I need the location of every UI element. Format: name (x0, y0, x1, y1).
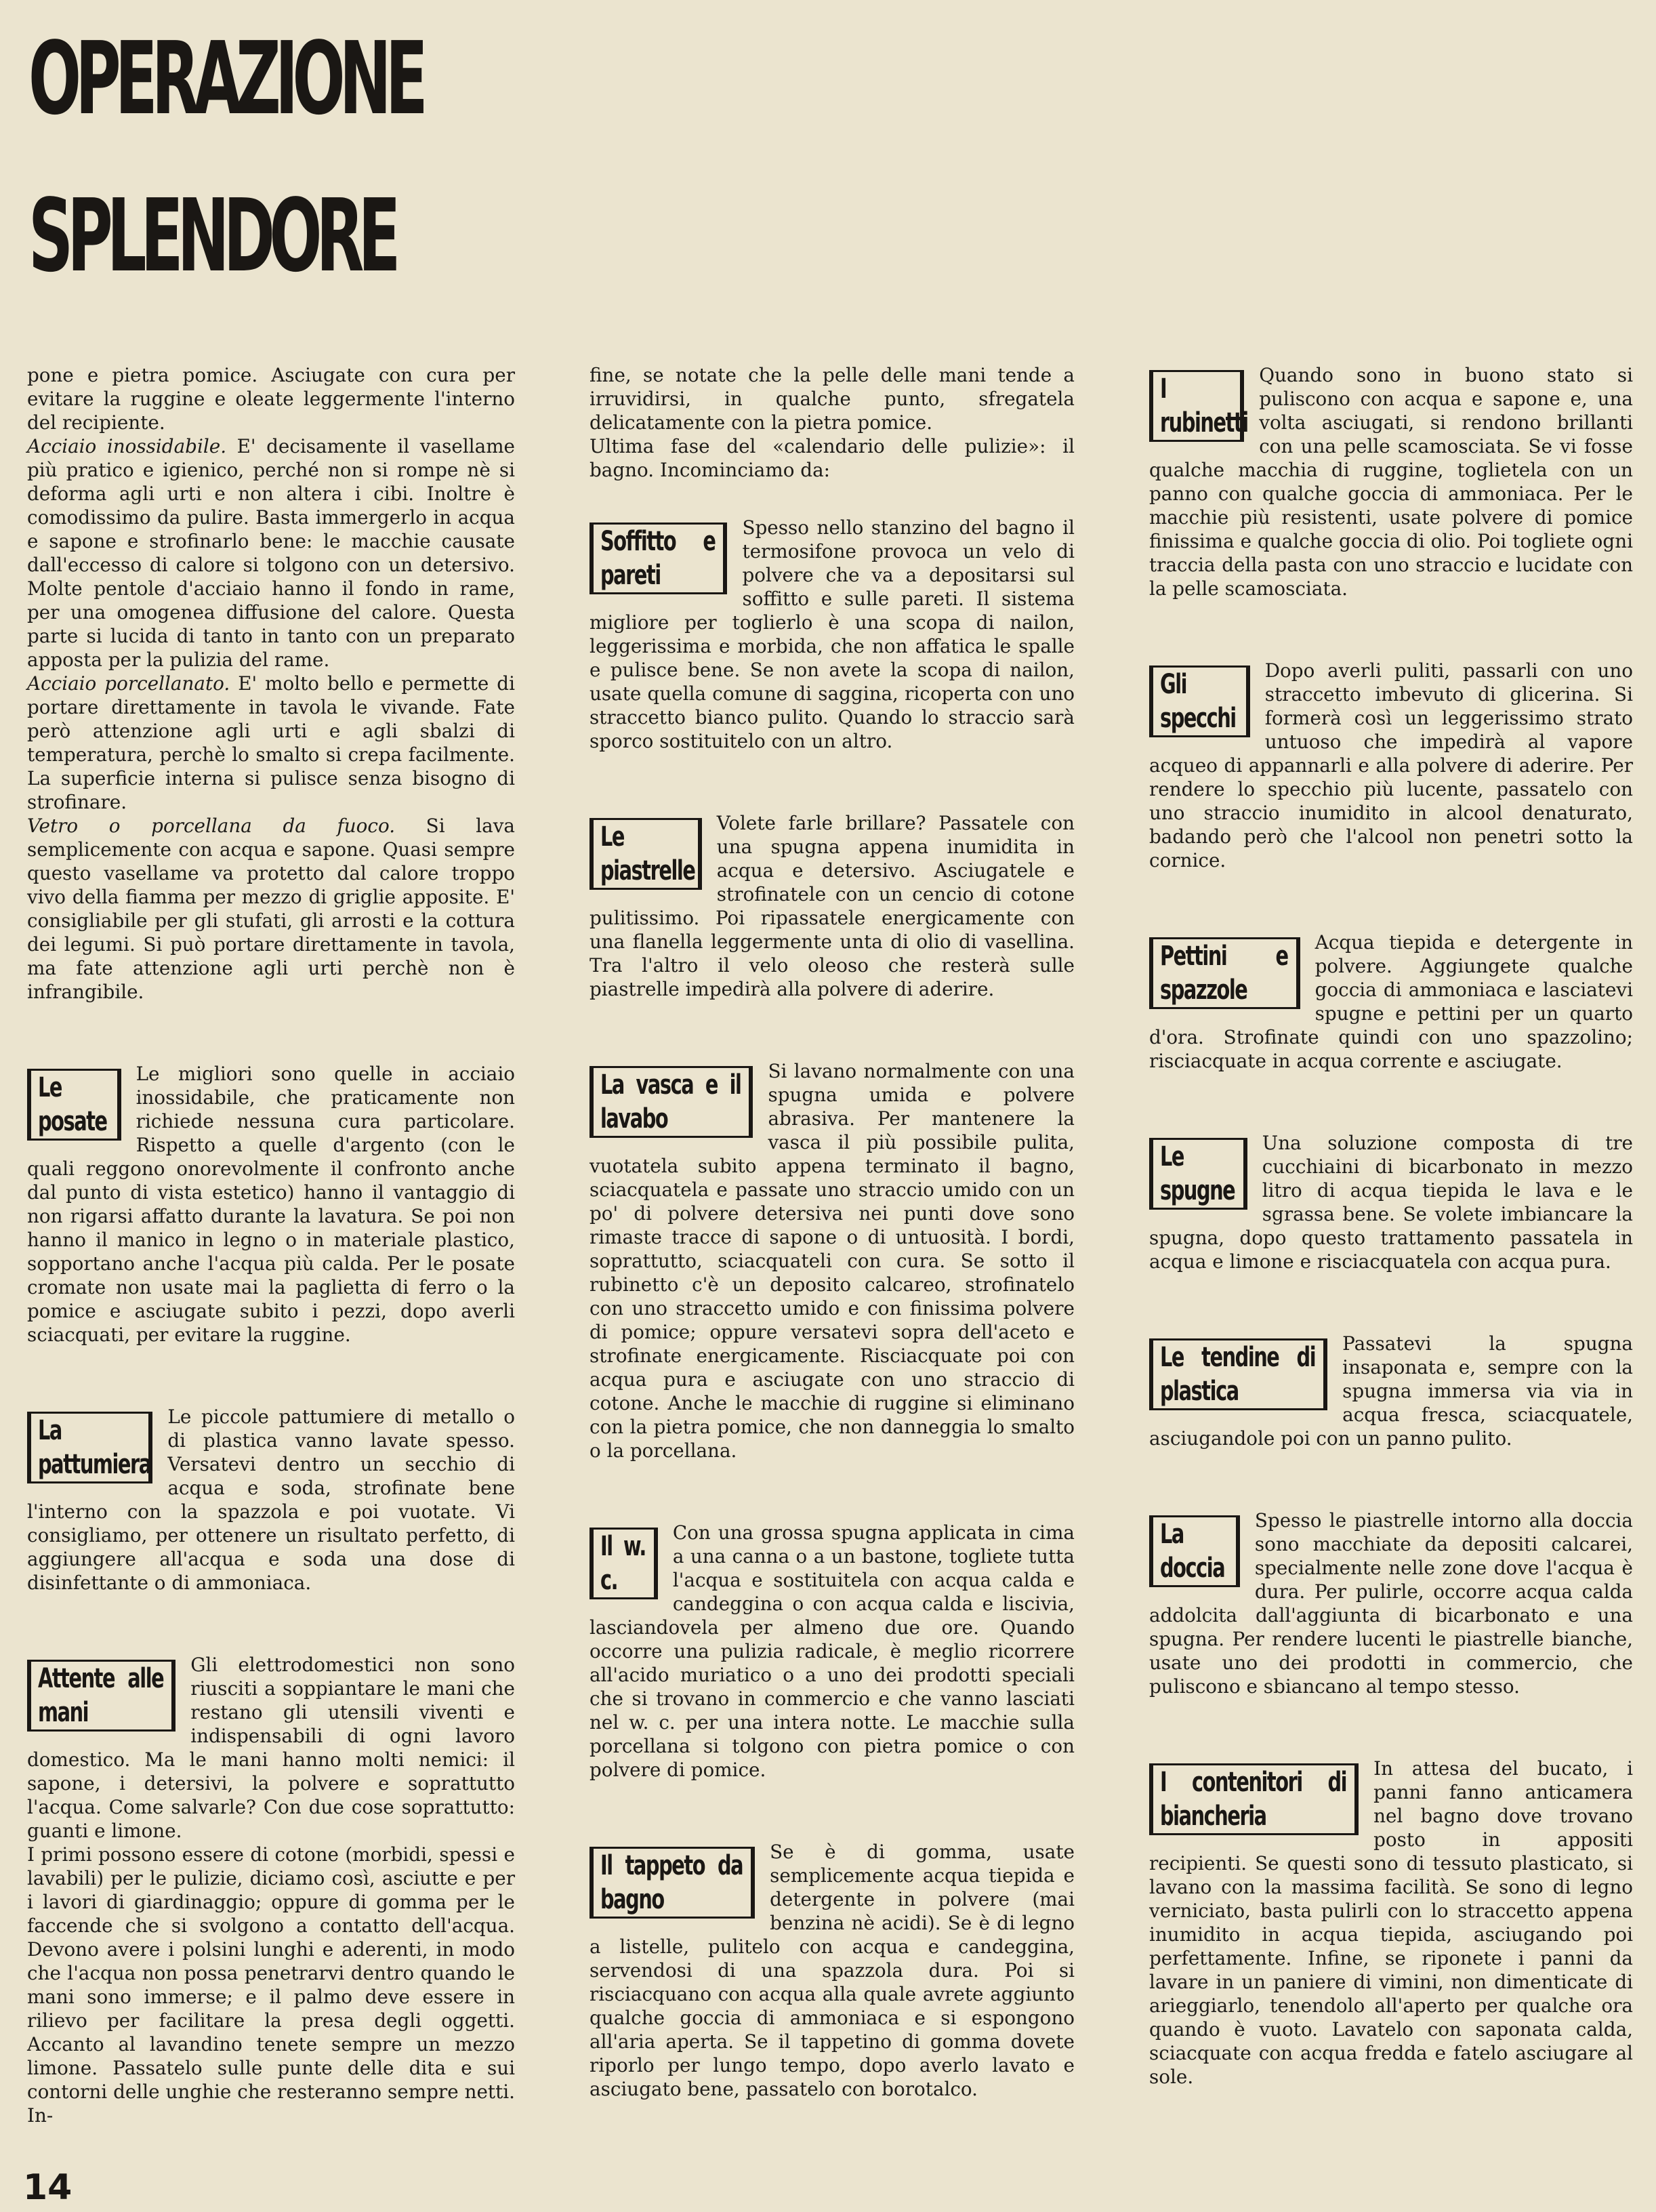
section-label: Le piastrelle (589, 818, 702, 890)
paragraph: In attesa del bucato, i panni fanno anticamera nel bagno dove trovano posto in appositi recipienti. Se questi sono di tessuto plasticato, si lavano con la massima facilità. Se sono di legno verniciato, basta pulirli con lo straccetto appena inumidito in acqua tiepida, asciugando poi perfettamente. Infine, se riponete i panni da lavare in un paniere di vimini, non dimenticate di arieggiarlo, tenendolo all'aperto per qualche ora quando è vuoto. Lavatelo con saponata calda, sciacquate con acqua fredda e fatelo asciugare al sole. (1149, 1757, 1633, 2088)
paragraph: Le migliori sono quelle in acciaio inossidabile, che praticamente non richiede nessuna cura particolare. Rispetto a quelle d'argento (con le quali reggono onorevolmente il confronto anche dal punto di vista estetico) hanno il vantaggio di non rigarsi affatto durante la lavatura. Se poi non hanno il manico in legno o in materiale plastico, sopportano anche l'acqua più calda. Per le posate cromate non usate mai la paglietta di ferro o la pomice e asciugate subito i pezzi, dopo averli sciacquati, per evitare la ruggine. (27, 1063, 515, 1346)
section-label: Le spugne (1149, 1138, 1247, 1210)
paragraph: fine, se notate che la pelle delle mani tende a irruvidirsi, in qualche punto, sfregatela delicatamente con la pietra pomice. (589, 364, 1075, 434)
paragraph: Con una grossa spugna applicata in cima a una canna o a un bastone, togliete tutta l'acqua e sostituitela con acqua calda e candeggina o con acqua calda e liscivia, lasciandovela per almeno due ore. Quando occorre una pulizia radicale, è meglio ricorrere all'acido muriatico o a uno dei prodotti speciali che si trovano in commercio e che vanno lasciati nel w. c. per una intera notte. Le macchie sulla porcellana si tolgono con pietra pomice o con polvere di pomice. (589, 1521, 1075, 1781)
subheading: Acciaio porcellanato. (27, 672, 230, 695)
section-contenitori (1149, 1757, 1633, 2089)
section-intro-bagno (589, 363, 1075, 482)
section-label: La vasca e il lavabo (589, 1066, 753, 1138)
paragraph: I primi possono essere di cotone (morbidi, spessi e lavabili) per le pulizie, diciamo così, asciutte e per i lavori di giardinaggio; oppure di gomma per le faccende che si svolgono a contatto dell'acqua. Devono avere i polsini lunghi e aderenti, in modo che l'acqua non possa penetrarvi dentro quando le mani sono immerse; e il palmo deve essere in rilievo per facilitare la presa degli oggetti. Accanto al lavandino tenete sempre un mezzo limone. Passatelo sulle punte delle dita e sui contorni delle unghie che resteranno sempre netti. In- (27, 1843, 515, 2127)
section-piastrelle (589, 811, 1075, 1001)
paragraph-text: E' decisamente il vasellame più pratico e igienico, perché non si rompe nè si deforma agli urti e non altera i cibi. Inoltre è comodissimo da pulire. Basta immergerlo in acqua e sapone e strofinarlo bene: le macchie causate dall'eccesso di calore si tolgono con un detersivo. Molte pentole d'acciaio hanno il fondo in rame, per una omogenea diffusione del calore. Questa parte si lucida di tanto in tanto con un preparato apposta per la pulizia del rame. (27, 435, 515, 671)
section-label: Le posate (27, 1069, 121, 1141)
paragraph: Volete farle brillare? Passatele con una spugna appena inumidita in acqua e detersivo. Asciugatele e strofinatele con un cencio di cotone pulitissimo. Poi ripassatele energicamente con una flanella leggermente unta di olio di vasellina. Tra l'altro il velo oleoso che resterà sulle piastrelle impedirà alla polvere di aderire. (589, 812, 1075, 1000)
section-tendine (1149, 1332, 1633, 1450)
paragraph: Le piccole pattumiere di metallo o di plastica vanno lavate spesso. Versatevi dentro un secchio di acqua e soda, strofinate bene l'interno con la spazzola e poi vuotate. Vi consigliamo, per ottenere un risultato perfetto, di aggiungere all'acqua e soda una dose di disinfettante o di ammoniaca. (27, 1406, 515, 1594)
paragraph: Spesso nello stanzino del bagno il termosifone provoca un velo di polvere che va a depositarsi sul soffitto e sulle pareti. Il sistema migliore per toglierlo è una scopa di nailon, leggerissima e morbida, che non affatica le spalle e pulisce bene. Se non avete la scopa di nailon, usate quella comune di saggina, ricoperta con uno straccetto bianco pulito. Quando lo straccio sarà sporco sostituitelo con un altro. (589, 516, 1075, 752)
section-label: Soffitto e pareti (589, 523, 727, 594)
column-1 (27, 363, 515, 2127)
column-2 (589, 363, 1075, 2101)
section-rubinetti (1149, 363, 1633, 600)
section-label: La doccia (1149, 1515, 1240, 1587)
paragraph: Dopo averli puliti, passarli con uno straccetto imbevuto di glicerina. Si formerà così un leggerissimo strato untuoso che impedirà al vapore acqueo di appannarli e alla polvere di aderire. Per rendere lo specchio più lucente, passatelo con uno straccio inumidito in alcool denaturato, badando però che l'alcool non penetri sotto la cornice. (1149, 659, 1633, 872)
paragraph: Passatevi la spugna insaponata e, sempre con la spugna immersa via via in acqua fresca, sciacquatele, asciugandole poi con un panno pulito. (1149, 1332, 1633, 1450)
section-vasca (589, 1059, 1075, 1462)
section-label: Il tappeto da bagno (589, 1847, 755, 1919)
paragraph (27, 434, 515, 672)
section-label: Il w. c. (589, 1528, 658, 1599)
section-vasellame (27, 363, 515, 1004)
paragraph: Quando sono in buono stato si puliscono con acqua e sapone e, una volta asciugati, si rendono brillanti con una pelle scamosciata. Se vi fosse qualche macchia di ruggine, toglietela con un panno con qualche goccia di ammoniaca. Per le macchie più resistenti, usate polvere di pomice finissima e qualche goccia di olio. Poi togliete ogni traccia della pasta con uno straccio e lucidate con la pelle scamosciata. (1149, 364, 1633, 600)
section-label: Gli specchi (1149, 665, 1250, 737)
paragraph: Ultima fase del «calendario delle pulizie»: il bagno. Incominciamo da: (589, 435, 1075, 481)
section-wc (589, 1521, 1075, 1782)
paragraph: Acqua tiepida e detergente in polvere. Aggiungete qualche goccia di ammoniaca e lasciatevi spugne e pettini per un quarto d'ora. Strofinate quindi con uno spazzolino; risciacquate in acqua corrente e asciugate. (1149, 931, 1633, 1072)
title-line-2: SPLENDORE (28, 178, 395, 294)
section-tappeto (589, 1840, 1075, 2101)
section-label: I rubinetti (1149, 370, 1244, 442)
paragraph: pone e pietra pomice. Asciugate con cura per evitare la ruggine e oleate leggermente l'interno del recipiente. (27, 364, 515, 434)
paragraph: Gli elettrodomestici non sono riusciti a soppiantare le mani che restano gli utensili viventi e indispensabili di ogni lavoro domestico. Ma le mani hanno molti nemici: il sapone, i detersivi, la polvere e soprattutto l'acqua. Come salvarle? Con due cose soprattutto: guanti e limone. (27, 1654, 515, 1842)
paragraph: Si lavano normalmente con una spugna umida e polvere abrasiva. Per mantenere la vasca il più possibile pulita, vuotatela subito appena terminato il bagno, sciacquatela e passate uno straccio umido con un po' di polvere detersiva nei punti dove sono rimaste tracce di sapone o di untuosità. I bordi, soprattutto, sciacquateli con cura. Se sotto il rubinetto c'è un deposito calcareo, strofinatelo con uno straccetto umido e con finissima polvere di pomice; oppure versatevi sopra dell'aceto e strofinate energicamente. Risciacquate poi con acqua pura e asciugate con uno straccio di cotone. Anche le macchie di ruggine si eliminano con la pietra pomice, che non danneggia lo smalto o la porcellana. (589, 1060, 1075, 1462)
page-number: 14 (23, 2167, 73, 2208)
section-doccia (1149, 1509, 1633, 1698)
paragraph: Una soluzione composta di tre cucchiaini di bicarbonato in mezzo litro di acqua tiepida le lava e le sgrassa bene. Se volete imbiancare la spugna, dopo questo trattamento passatela in acqua e limone e risciacquatela con acqua pura. (1149, 1132, 1633, 1273)
section-pattumiera (27, 1405, 515, 1595)
section-label: La pattumiera (27, 1412, 152, 1483)
section-posate (27, 1062, 515, 1347)
column-3 (1149, 363, 1633, 2089)
section-soffitto (589, 516, 1075, 753)
title-line-1: OPERAZIONE (28, 20, 422, 137)
article-title (28, 0, 422, 314)
section-label: Pettini e spazzole (1149, 937, 1300, 1009)
section-label: Attente alle mani (27, 1660, 175, 1732)
paragraph: Spesso le piastrelle intorno alla doccia sono macchiate da depositi calcarei, specialmente nelle zone dove l'acqua è dura. Per pulirle, occorre acqua calda addolcita dall'aggiunta di bicarbonato e una spugna. Per rendere lucenti le piastrelle bianche, usate uno dei prodotti in commercio, che puliscono e sbiancano al tempo stesso. (1149, 1509, 1633, 1698)
paragraph (27, 672, 515, 814)
section-mani (27, 1653, 515, 2127)
paragraph-text: Si lava semplicemente con acqua e sapone. Quasi sempre questo vasellame va protetto dal calore troppo vivo della fiamma per mezzo di griglie apposite. E' consigliabile per gli stufati, gli arrosti e la cottura dei legumi. Si può portare direttamente in tavola, ma fate attenzione agli urti perchè non è infrangibile. (27, 815, 515, 1003)
section-pettini (1149, 930, 1633, 1073)
paragraph: Se è di gomma, usate semplicemente acqua tiepida e detergente in polvere (mai benzina nè acidi). Se è di legno a listelle, pulitelo con acqua e candeggina, servendosi di una spazzola dura. Poi si risciacquano con acqua alla quale avrete aggiunto qualche goccia di ammoniaca e si espongono all'aria aperta. Se il tappetino di gomma dovete riporlo per lungo tempo, dopo averlo lavato e asciugato bene, passatelo con borotalco. (589, 1841, 1075, 2100)
section-spugne (1149, 1131, 1633, 1273)
section-label: Le tendine di plastica (1149, 1338, 1327, 1410)
paragraph-text: E' molto bello e permette di portare direttamente in tavola le vivande. Fate però attenzione agli urti e agli sbalzi di temperatura, perchè lo smalto si crepa facilmente. La superficie interna si pulisce senza bisogno di strofinare. (27, 672, 515, 813)
section-label: I contenitori di biancheria (1149, 1763, 1359, 1835)
subheading: Acciaio inossidabile. (27, 435, 227, 457)
paragraph (27, 814, 515, 1004)
subheading: Vetro o porcellana da fuoco. (27, 815, 396, 837)
section-specchi (1149, 659, 1633, 872)
